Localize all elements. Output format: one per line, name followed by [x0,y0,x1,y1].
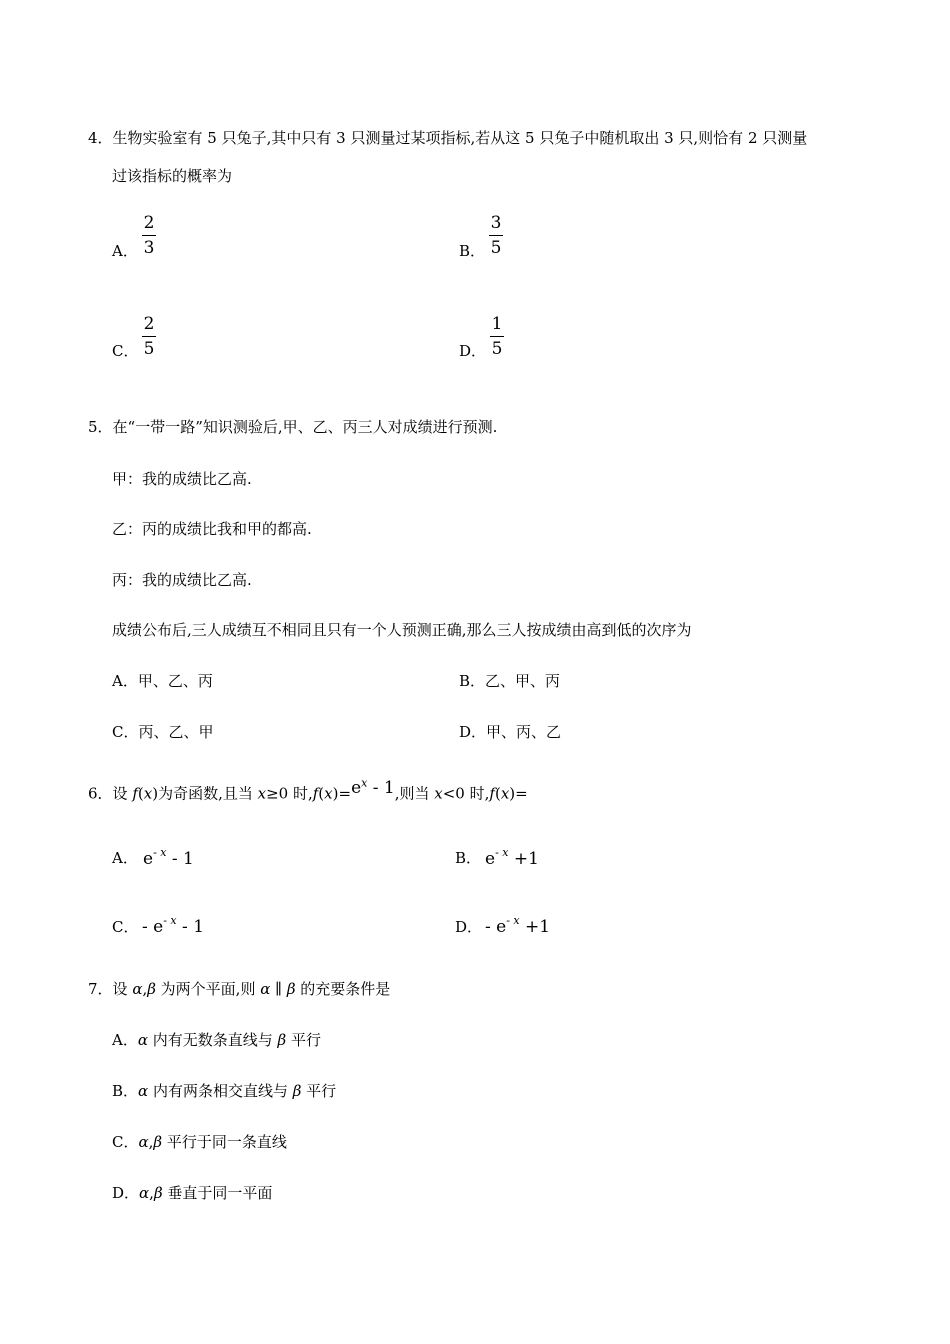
q6-option-d-label: D． [455,918,483,936]
stem-part2: ,则当 [394,784,435,803]
symbol-alpha: α [139,1184,150,1202]
exp-base: e [496,917,507,937]
q4-option-d-label: D． [459,342,487,360]
symbol-alpha: α [137,1031,148,1049]
q7-number: 7．设 [88,980,133,998]
option-tail: 垂直于同一平面 [162,1184,273,1202]
variable-x: x [324,784,333,803]
option-text: 内有两条相交直线与 [148,1082,293,1100]
q4-option-c-fraction [142,315,156,358]
equals: = [515,784,528,803]
denominator: 3 [143,238,155,258]
fraction-bar [489,235,503,236]
function-name: f [132,784,138,803]
q6-option-d-expression [485,911,550,937]
parallel-symbol: ∥ [270,980,287,998]
paren-open: ( [494,784,501,803]
function-name: f [489,784,495,803]
fraction-bar [142,235,156,236]
stem-part1: 为奇函数,且当 [158,784,258,803]
symbol-beta: β [153,1133,163,1151]
numerator: 1 [491,314,503,334]
q5-option-a [112,671,213,691]
q6-option-c-label: C． [112,918,139,936]
exp-power: x [361,776,368,789]
exp-base: e [351,777,362,798]
q5-option-b [459,671,560,691]
exp-base: e [153,917,164,937]
paren-open: ( [137,784,144,803]
equals: = [338,784,352,803]
option-label: D． [112,1184,140,1202]
symbol-beta: β [153,1184,163,1202]
variable-x: x [257,784,267,803]
option-label: B． [459,672,486,690]
exp-power: - x [163,914,177,927]
variable-x: x [434,784,443,803]
q5-stem: 5．在“一带一路”知识测验后,甲、乙、丙三人对成绩进行预测. [88,418,498,436]
paren-close: ) [509,784,516,803]
symbol-beta: β [292,1082,302,1100]
comma: , [149,1184,154,1202]
q5-statement-bing: 丙：我的成绩比乙高. [112,571,252,589]
stem-part1: 为两个平面,则 [155,980,261,998]
option-tail: 平行于同一条直线 [162,1133,287,1151]
option-tail: 平行 [301,1082,337,1100]
denominator: 5 [143,339,155,359]
q5-question: 成绩公布后,三人成绩互不相同且只有一个人预测正确,那么三人按成绩由高到低的次序为 [112,621,692,639]
exp-rest: +1 [519,917,551,937]
q5-option-c [112,722,214,742]
option-text: 乙、甲、丙 [485,672,561,690]
option-label: A． [112,1031,138,1049]
q6-option-b-expression [485,843,539,869]
paren-close: ) [152,784,159,803]
symbol-alpha: α [138,1133,149,1151]
denominator: 5 [490,238,502,258]
fraction-bar [490,336,504,337]
variable-x: x [143,784,153,803]
q6-number: 6．设 [88,784,133,803]
symbol-alpha: α [260,980,271,998]
option-text: 甲、乙、丙 [137,672,213,690]
option-label: D． [459,723,487,741]
exp-power: - x [495,846,509,859]
condition-1: ≥0 时, [266,784,313,803]
prefix: - [485,917,497,937]
q5-statement-jia: 甲：我的成绩比乙高. [112,470,252,488]
q4-stem-line1: 4．生物实验室有 5 只兔子,其中只有 3 只测量过某项指标,若从这 5 只兔子中随机取出 3 只,则恰有 2 只测量 [88,129,808,147]
q7-option-a [112,1030,321,1050]
symbol-beta: β [277,1031,287,1049]
q7-stem [88,979,390,999]
paren-open: ( [318,784,325,803]
exp-power: - x [506,914,520,927]
option-tail: 平行 [286,1031,321,1049]
q7-option-d [112,1183,272,1203]
exp-rest: - 1 [176,917,205,937]
exp-rest: - 1 [367,777,395,798]
symbol-alpha: α [138,1082,149,1100]
q5-statement-yi: 乙：丙的成绩比我和甲的都高. [112,520,312,538]
q6-option-a-expression [143,843,194,869]
option-label: C． [112,723,139,741]
option-label: B． [112,1082,139,1100]
q7-option-b [112,1081,336,1101]
denominator: 5 [491,339,503,359]
comma: , [142,980,148,998]
condition-2: <0 时, [442,784,490,803]
exp-rest: +1 [508,849,539,869]
option-text: 内有无数条直线与 [147,1031,278,1049]
symbol-beta: β [147,980,156,998]
q7-option-c [112,1132,287,1152]
variable-x: x [500,784,510,803]
function-name: f [312,784,319,803]
q4-stem-line2: 过该指标的概率为 [112,167,233,185]
exp-base: e [485,849,496,869]
q4-option-c-label: C． [112,342,139,360]
q6-option-b-label: B． [455,849,482,867]
prefix: - [142,917,154,937]
q6-option-a-label: A． [112,849,138,867]
stem-part2: 的充要条件是 [295,980,391,998]
q4-option-b-label: B． [459,242,486,260]
numerator: 2 [143,314,155,334]
q5-option-d [459,722,561,742]
q6-option-c-expression [142,911,204,937]
symbol-beta: β [286,980,296,998]
numerator: 2 [143,213,155,233]
q4-option-b-fraction [489,214,503,257]
exp-rest: - 1 [166,849,194,869]
fraction-bar [142,336,156,337]
option-text: 甲、丙、乙 [486,723,562,741]
comma: , [148,1133,154,1151]
q6-stem [88,776,528,804]
q4-option-d-fraction [490,315,504,358]
exp-base: e [143,849,154,869]
paren-close: ) [332,784,339,803]
exp-power: - x [153,846,167,859]
symbol-alpha: α [132,980,143,998]
given-expression [351,778,395,798]
option-label: C． [112,1133,139,1151]
q4-option-a-fraction [142,214,156,257]
option-label: A． [112,672,138,690]
option-text: 丙、乙、甲 [138,723,214,741]
q4-option-a-label: A． [112,242,138,260]
numerator: 3 [490,213,502,233]
